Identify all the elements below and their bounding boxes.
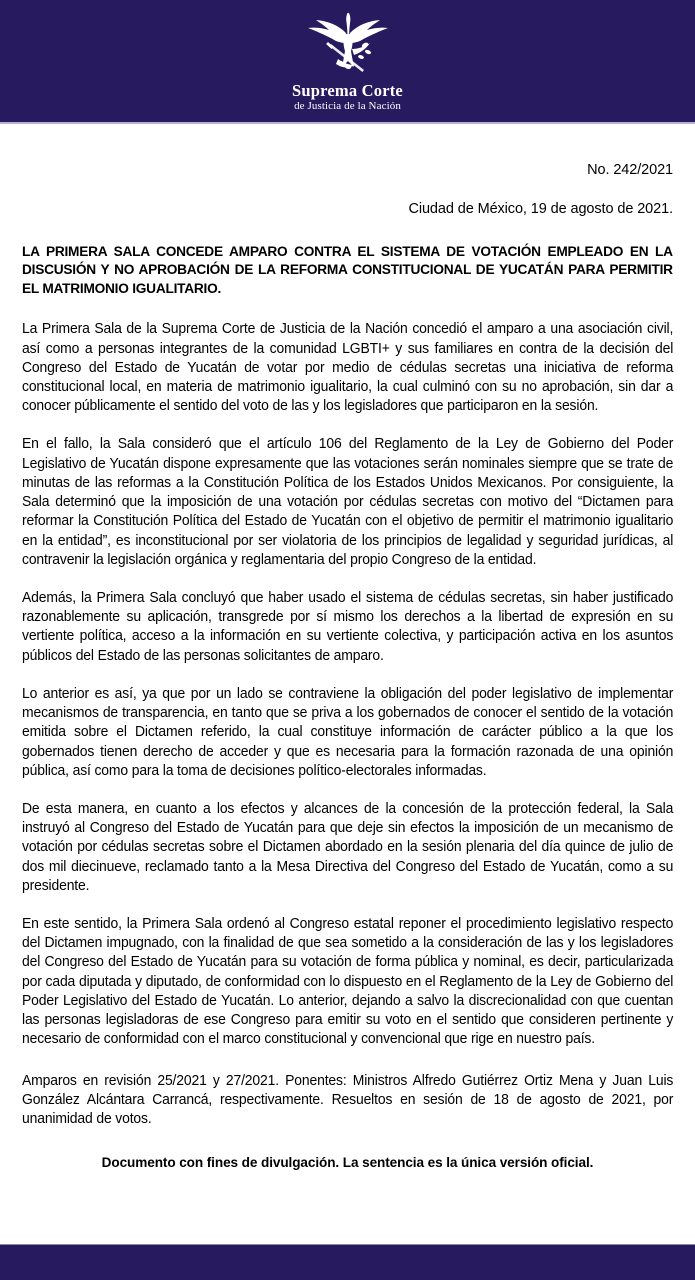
- document-place-date: Ciudad de México, 19 de agosto de 2021.: [408, 201, 673, 217]
- content-spacer: [0, 1214, 695, 1244]
- footer-banner: [0, 1244, 695, 1280]
- disclaimer-note: Documento con fines de divulgación. La sentencia es la única versión oficial.: [101, 1155, 594, 1171]
- body-paragraph: Lo anterior es así, ya que por un lado se contraviene la obligación del poder legislativo de implementar mecanismos de transparencia, en tanto que se priva a los gobernados de conocer el sentido de la votación emitida sobre el Dictamen referido, la cual constituye información de carácter público a la que los gobernados tienen derecho de acceder y que es necesaria para la formación razonada de una opinión pública, así como para la toma de decisiones político-electorales informadas.: [22, 685, 674, 779]
- brand-title: Suprema Corte: [292, 80, 403, 100]
- resolution-note: Amparos en revisión 25/2021 y 27/2021. Ponentes: Ministros Alfredo Gutiérrez Ortiz Mena y Juan Luis González Alcántara Carrancá, respectivamente. Resueltos en sesión de 18 de agosto de 2021, por unanimidad de votos.: [22, 1072, 674, 1128]
- eagle-emblem-icon: [302, 11, 394, 81]
- body-paragraph: En el fallo, la Sala consideró que el artículo 106 del Reglamento de la Ley de Gobierno del Poder Legislativo de Yucatán dispone expresamente que las votaciones serán nominales siempre que se trate de minutas de las reformas a la Constitución Política de los Estados Unidos Mexicanos. Por consiguiente, la Sala determinó que la imposición de una votación por cédulas secretas con motivo del “Dictamen para reformar la Constitución Política del Estado de Yucatán con el objetivo de permitir el matrimonio igualitario en la entidad”, es inconstitucional por ser violatoria de los principios de legalidad y seguridad jurídicas, al contravenir la legislación orgánica y reglamentaria del propio Congreso de la entidad.: [22, 436, 674, 568]
- document-body: [0, 124, 695, 1214]
- body-paragraph: En este sentido, la Primera Sala ordenó al Congreso estatal reponer el procedimiento legislativo respecto del Dictamen impugnado, con la finalidad de que sea sometido a la consideración de las y los legisladores del Congreso del Estado de Yucatán para su votación de forma pública y nominal, es decir, particularizada por cada diputada y diputado, de conformidad con lo dispuesto en el Reglamento de la Ley de Gobierno del Poder Legislativo del Estado de Yucatán. Lo anterior, dejando a salvo la discrecionalidad con que cuentan las personas legisladoras de ese Congreso para emitir su voto en el sentido que consideren pertinente y necesario de conformidad con el marco constitucional y convencional que rige en nuestro país.: [22, 916, 674, 1048]
- brand-subtitle: de Justicia de la Nación: [294, 100, 401, 113]
- document-number: No. 242/2021: [587, 162, 673, 178]
- brand-lockup: [292, 9, 403, 114]
- body-paragraph: De esta manera, en cuanto a los efectos y alcances de la concesión de la protección federal, la Sala instruyó al Congreso del Estado de Yucatán para que deje sin efectos la imposición de un mecanismo de votación por cédulas secretas sobre el Dictamen abordado en la sesión plenaria del día quince de julio de dos mil diecinueve, reclamado tanto a la Mesa Directiva del Congreso del Estado de Yucatán, como a su presidente.: [22, 800, 674, 894]
- masthead-banner: [0, 0, 695, 124]
- body-paragraph: La Primera Sala de la Suprema Corte de Justicia de la Nación concedió el amparo a una asociación civil, así como a personas integrantes de la comunidad LGBTI+ y sus familiares en contra de la decisión del Congreso del Estado de Yucatán de votar por medio de cédulas secretas una iniciativa de reforma constitucional local, en materia de matrimonio igualitario, la cual culminó con su no aprobación, sin dar a conocer públicamente el sentido del voto de las y los legisladores que participaron en la sesión.: [22, 321, 674, 415]
- page-title: LA PRIMERA SALA CONCEDE AMPARO CONTRA EL SISTEMA DE VOTACIÓN EMPLEADO EN LA DISCUSIÓN Y NO APROBACIÓN DE LA REFORMA CONSTITUCIONAL DE YUCATÁN PARA PERMITIR EL MATRIMONIO IGUALITARIO.: [22, 244, 673, 297]
- body-paragraph: Además, la Primera Sala concluyó que haber usado el sistema de cédulas secretas, sin haber justificado razonablemente su aplicación, transgrede por sí mismo los derechos a la libertad de expresión en su vertiente política, acceso a la información en su vertiente colectiva, y participación activa en los asuntos públicos del Estado de las personas solicitantes de amparo.: [22, 589, 674, 664]
